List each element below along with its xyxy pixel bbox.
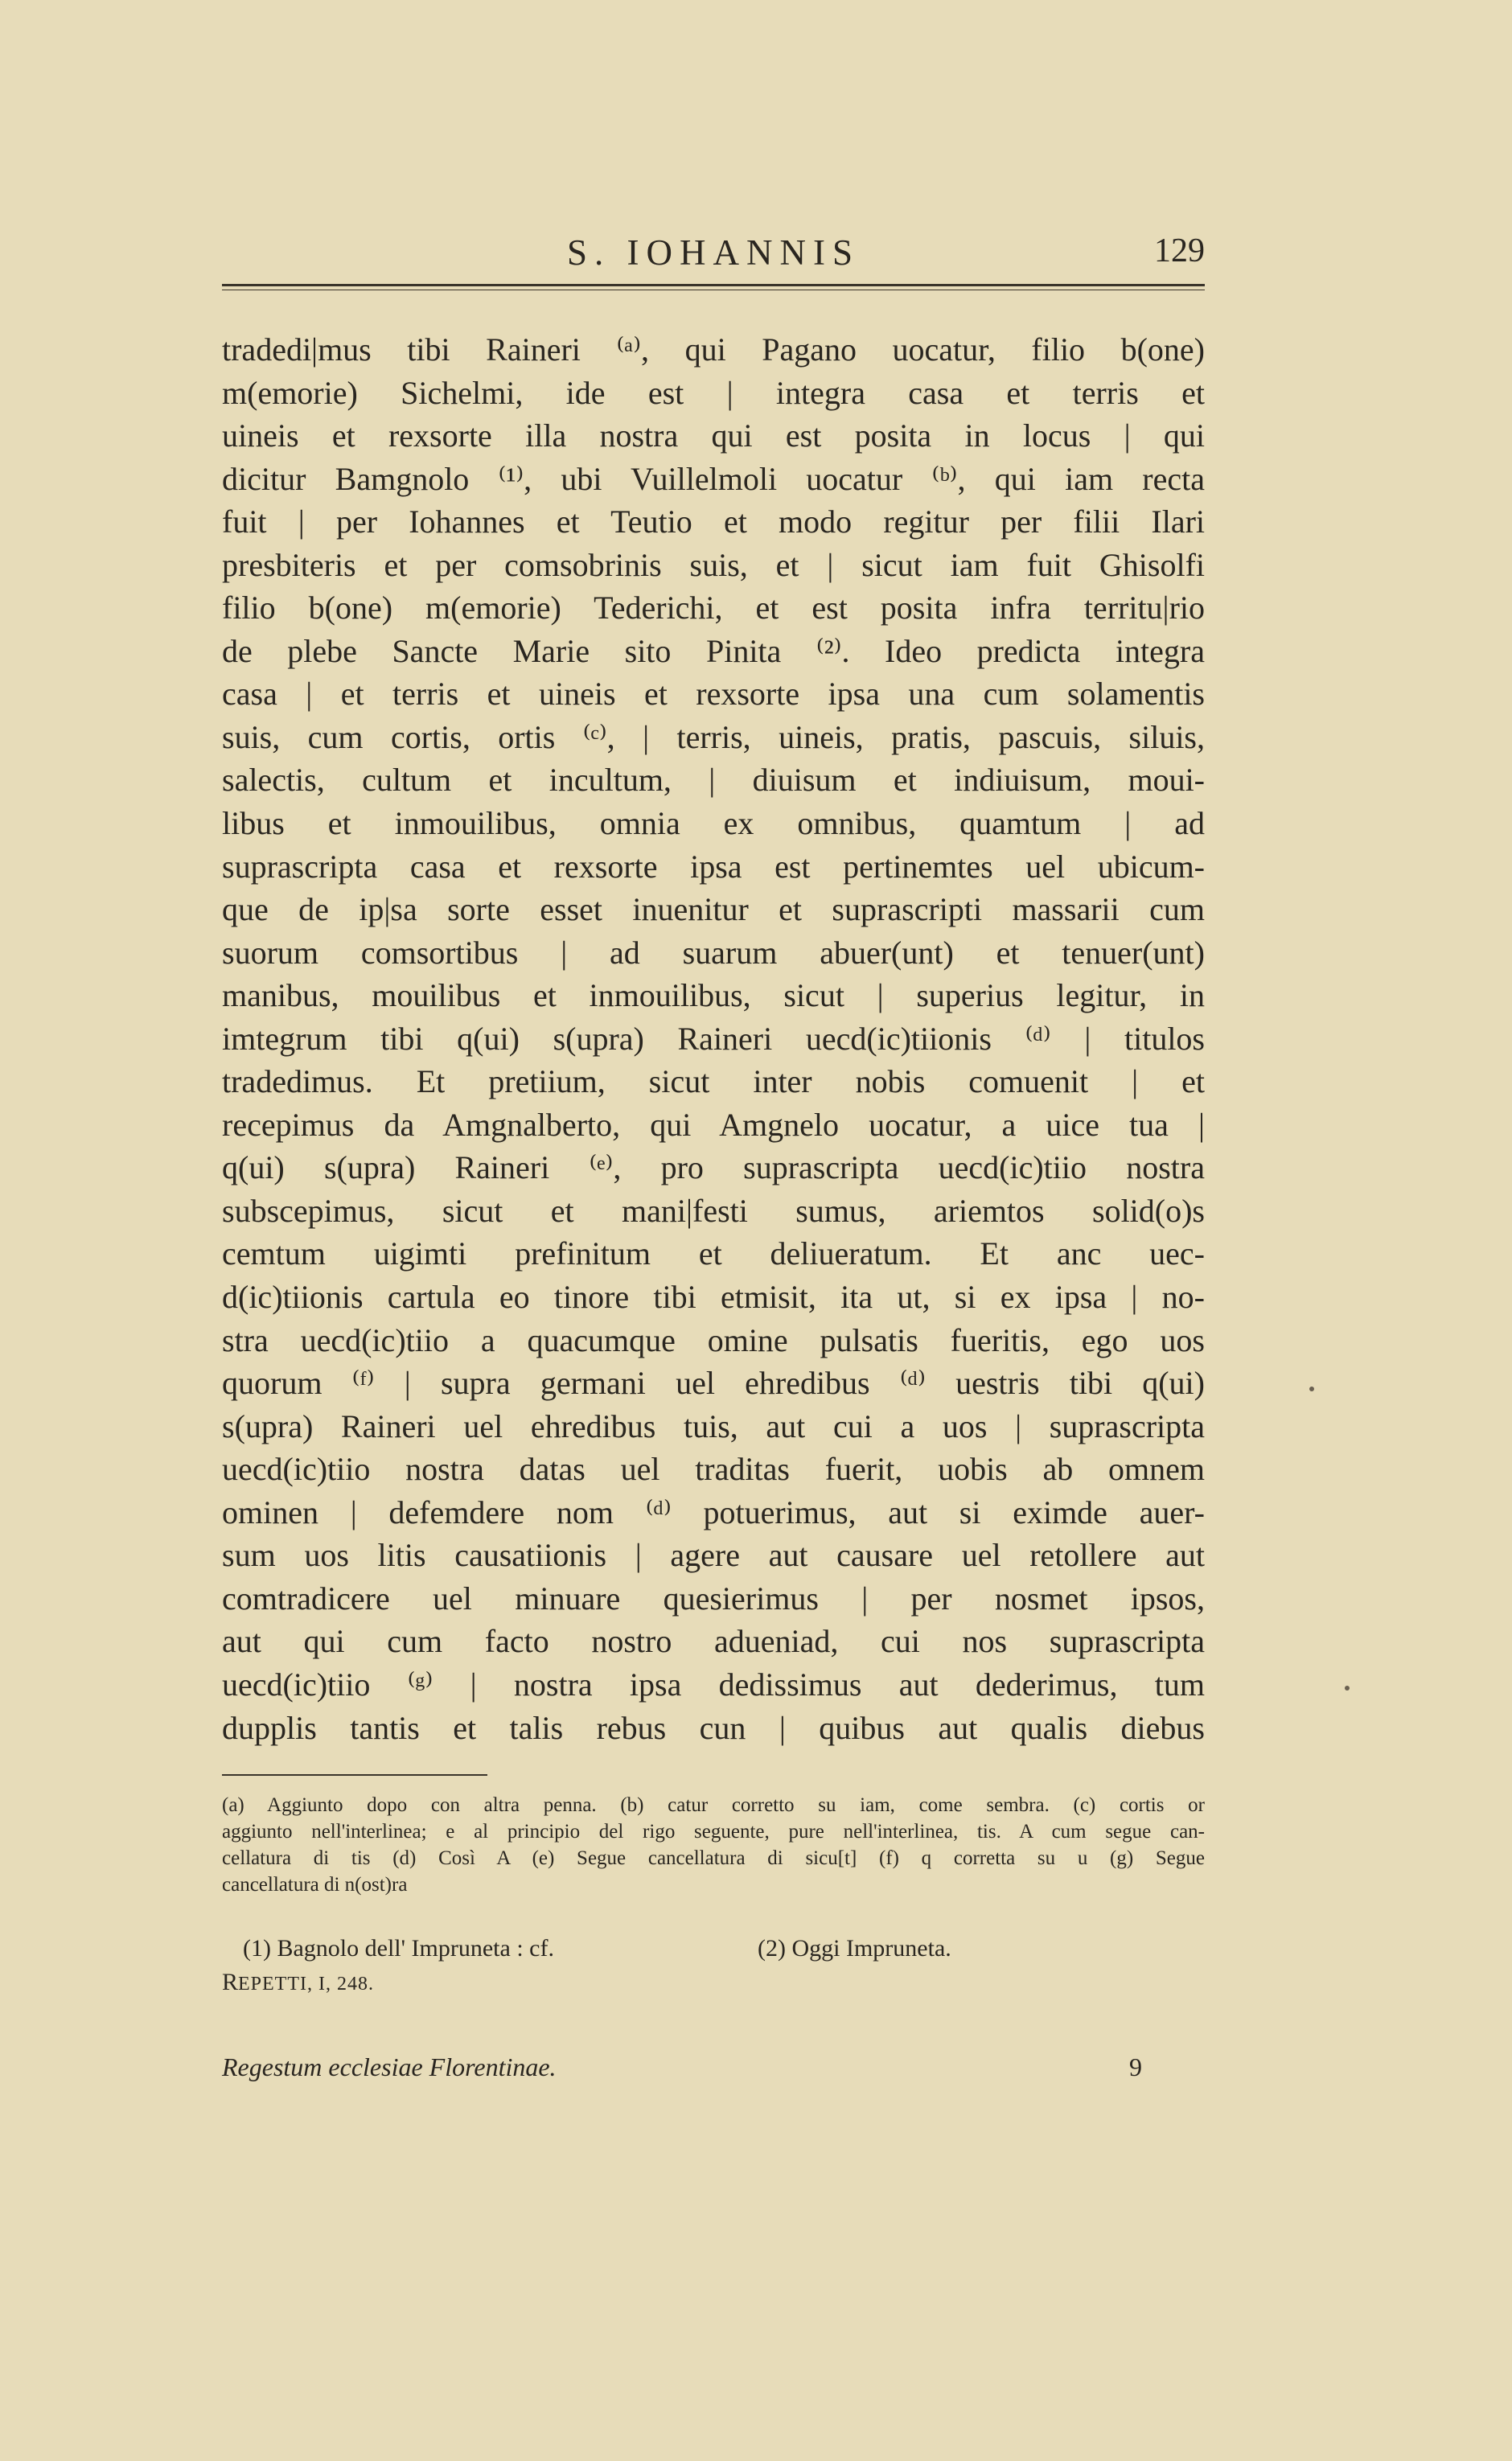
historical-note-2: (2) Oggi Impruneta. <box>758 1935 951 1962</box>
text-line: s(upra) Raineri uel ehredibus tuis, aut cui a uos | suprascripta <box>222 1407 1205 1444</box>
text-line: q(ui) s(upra) Raineri ⁽ᵉ⁾, pro suprascripta uecd(ic)tiio nostra <box>222 1149 1205 1186</box>
historical-note-row <box>222 1966 1205 1999</box>
text-line: de plebe Sancte Marie sito Pinita ⁽²⁾. Ideo predicta integra <box>222 632 1205 669</box>
text-line: presbiteris et per comsobrinis suis, et | sicut iam fuit Ghisolfi <box>222 546 1205 583</box>
text-line: ominen | defemdere nom ⁽ᵈ⁾ potuerimus, aut si eximde auer- <box>222 1493 1205 1530</box>
text-line: que de ip|sa sorte esset inuenitur et suprascripti massarii cum <box>222 891 1205 928</box>
text-line: comtradicere uel minuare quesierimus | per nosmet ipsos, <box>222 1580 1205 1617</box>
running-head <box>222 224 1205 281</box>
signature-line <box>222 2052 1205 2093</box>
text-line: imtegrum tibi q(ui) s(upra) Raineri uecd(ic)tiionis ⁽ᵈ⁾ | titulos <box>222 1020 1205 1057</box>
text-line: m(emorie) Sichelmi, ide est | integra casa et terris et <box>222 374 1205 411</box>
main-text-body <box>222 328 1205 1749</box>
text-line: uineis et rexsorte illa nostra qui est posita in locus | qui <box>222 417 1205 454</box>
reference-rest: EPETTI, I, 248. <box>238 1974 374 1995</box>
text-line: dicitur Bamgnolo ⁽¹⁾, ubi Vuillelmoli uocatur ⁽ᵇ⁾, qui iam recta <box>222 460 1205 497</box>
text-line: sum uos litis causatiionis | agere aut causare uel retollere aut <box>222 1537 1205 1574</box>
text-line: aut qui cum facto nostro adueniad, cui nos suprascripta <box>222 1623 1205 1660</box>
text-line: suorum comsortibus | ad suarum abuer(unt) et tenuer(unt) <box>222 934 1205 971</box>
critical-note-line: cancellatura di n(ost)ra <box>222 1874 408 1896</box>
text-line: uecd(ic)tiio ⁽ᵍ⁾ | nostra ipsa dedissimus aut dederimus, tum <box>222 1666 1205 1703</box>
text-line: uecd(ic)tiio nostra datas uel traditas fuerit, uobis ab omnem <box>222 1451 1205 1488</box>
margin-mark-dot <box>1345 1686 1350 1691</box>
reference-initial: R <box>222 1969 239 1995</box>
text-line: cemtum uigimti prefinitum et deliueratum. Et anc uec- <box>222 1235 1205 1272</box>
text-line: dupplis tantis et talis rebus cun | quibus aut qualis diebus <box>222 1709 1205 1746</box>
historical-notes <box>222 1932 1205 1999</box>
text-line: fuit | per Iohannes et Teutio et modo regitur per filii Ilari <box>222 503 1205 540</box>
historical-note-1: (1) Bagnolo dell' Impruneta : cf. <box>243 1935 554 1962</box>
text-line: suprascripta casa et rexsorte ipsa est pertinemtes uel ubicum- <box>222 848 1205 885</box>
text-line: libus et inmouilibus, omnia ex omnibus, quamtum | ad <box>222 805 1205 842</box>
header-rule-thick <box>222 284 1205 286</box>
historical-note-1-reference <box>222 1969 374 1995</box>
signature-mark: 9 <box>1129 2052 1142 2081</box>
text-line: quorum ⁽ᶠ⁾ | supra germani uel ehredibus ⁽ᵈ⁾ uestris tibi q(ui) <box>222 1365 1205 1402</box>
signature-title: Regestum ecclesiae Florentinae. <box>222 2052 557 2081</box>
text-line: recepimus da Amgnalberto, qui Amgnelo uocatur, a uice tua | <box>222 1106 1205 1143</box>
text-line: filio b(one) m(emorie) Tederichi, et est posita infra territu|rio <box>222 590 1205 627</box>
running-title: S. IOHANNIS <box>566 232 860 273</box>
page-number: 129 <box>1154 232 1205 269</box>
critical-note-line: (a) Aggiunto dopo con altra penna. (b) catur corretto su iam, come sembra. (c) cortis or <box>222 1794 1205 1816</box>
text-line: stra uecd(ic)tiio a quacumque omine pulsatis fueritis, ego uos <box>222 1321 1205 1358</box>
text-line: tradedimus. Et pretiium, sicut inter nobis comuenit | et <box>222 1063 1205 1100</box>
text-line: salectis, cultum et incultum, | diuisum et indiuisum, moui- <box>222 762 1205 799</box>
text-line: suis, cum cortis, ortis ⁽ᶜ⁾, | terris, uineis, pratis, pascuis, siluis, <box>222 718 1205 755</box>
text-line: casa | et terris et uineis et rexsorte ipsa una cum solamentis <box>222 676 1205 713</box>
critical-apparatus <box>222 1792 1205 1898</box>
text-line: tradedi|mus tibi Raineri ⁽ᵃ⁾, qui Pagano uocatur, filio b(one) <box>222 331 1205 368</box>
text-line: subscepimus, sicut et mani|festi sumus, ariemtos solid(o)s <box>222 1192 1205 1229</box>
critical-note-line: cellatura di tis (d) Così A (e) Segue cancellatura di sicu[t] (f) q corretta su u (g) Segue <box>222 1847 1205 1869</box>
notes-separator-rule <box>222 1774 487 1776</box>
margin-mark-dot <box>1309 1387 1314 1391</box>
text-line: manibus, mouilibus et inmouilibus, sicut | superius legitur, in <box>222 977 1205 1014</box>
critical-note-line: aggiunto nell'interlinea; e al principio del rigo seguente, pure nell'interlinea, tis. A cum segue can- <box>222 1821 1205 1843</box>
historical-note-row <box>222 1932 1205 1966</box>
text-line: d(ic)tiionis cartula eo tinore tibi etmisit, ita ut, si ex ipsa | no- <box>222 1279 1205 1316</box>
